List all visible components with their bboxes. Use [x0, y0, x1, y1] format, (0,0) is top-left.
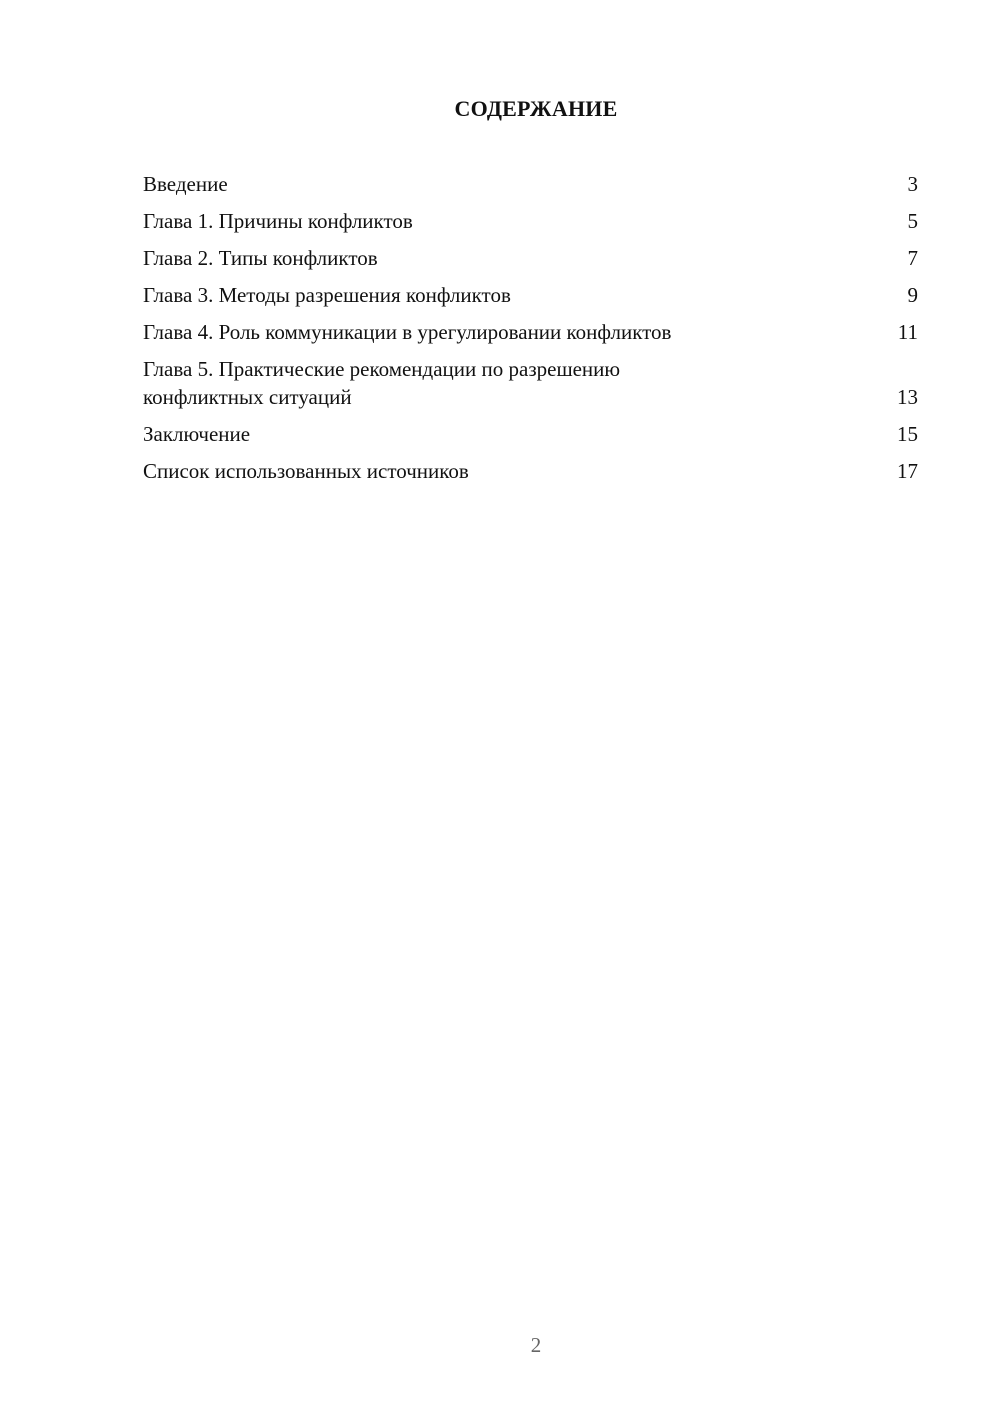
- page-number: 2: [530, 1333, 542, 1357]
- toc-entry: [143, 244, 918, 272]
- toc-entry-page: 17: [897, 459, 918, 483]
- toc-entry: [143, 207, 918, 235]
- page-title: СОДЕРЖАНИЕ: [454, 96, 618, 121]
- toc-entry-title: Список использованных источников: [143, 459, 469, 483]
- toc-entry-title: Глава 1. Причины конфликтов: [143, 209, 413, 233]
- toc-entry-page: 9: [907, 283, 918, 307]
- toc-entry-page: 3: [907, 172, 918, 196]
- toc-entry: [143, 281, 918, 309]
- toc-entry-title: Глава 2. Типы конфликтов: [143, 246, 378, 270]
- toc-entry-title: Введение: [143, 172, 228, 196]
- toc-entry-page: 7: [907, 246, 918, 270]
- toc-entry-title: Глава 3. Методы разрешения конфликтов: [143, 283, 511, 307]
- table-of-contents: [143, 170, 918, 494]
- toc-entry-page: 15: [897, 422, 918, 446]
- toc-entry: [143, 170, 918, 198]
- toc-entry: [143, 355, 918, 411]
- toc-entry: [143, 420, 918, 448]
- toc-entry: [143, 457, 918, 485]
- toc-entry-page: 5: [907, 209, 918, 233]
- toc-entry-title: Заключение: [143, 422, 251, 446]
- toc-entry-page: 11: [897, 320, 918, 344]
- toc-entry-title: Глава 4. Роль коммуникации в урегулировании конфликтов: [143, 320, 672, 344]
- toc-entry-page: 13: [897, 385, 918, 409]
- toc-entry: [143, 318, 918, 346]
- toc-entry-title: Глава 5. Практические рекомендации по разрешению конфликтных ситуаций: [143, 357, 621, 409]
